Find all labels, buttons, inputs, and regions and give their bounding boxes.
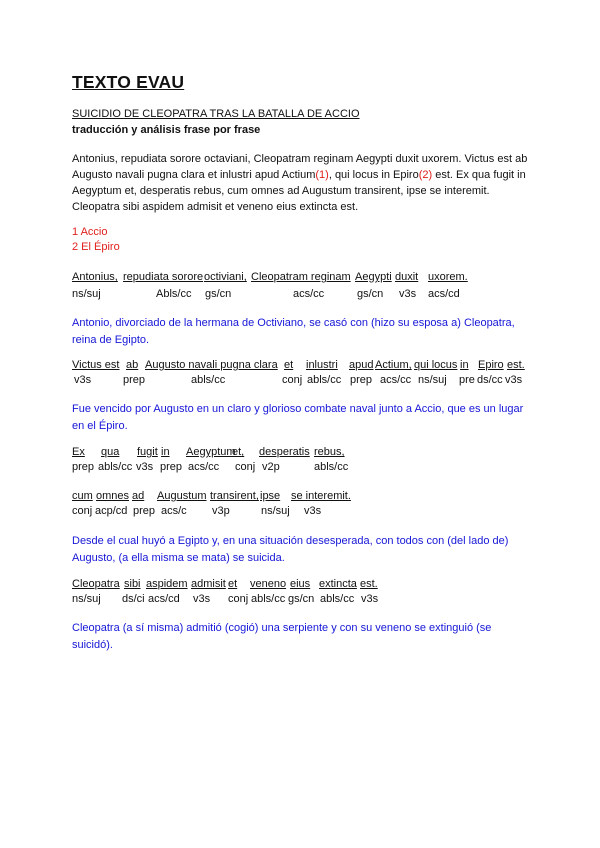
latin-word: Aegypti <box>355 271 392 283</box>
grammar-tag: conj <box>235 461 256 473</box>
latin-word: admisit <box>191 578 226 590</box>
latin-word: Victus est <box>72 359 120 371</box>
latin-word: desperatis <box>259 446 310 458</box>
footnote: 1 Accio <box>72 226 108 238</box>
grammar-tag: conj <box>282 374 303 386</box>
grammar-tag: ns/suj <box>418 374 447 386</box>
grammar-tag: v3s <box>399 288 417 300</box>
grammar-tag: acs/c <box>161 505 187 517</box>
latin-word: sibi <box>124 578 141 590</box>
latin-word: repudiata sorore <box>123 271 204 283</box>
footnote: 2 El Épiro <box>72 241 120 253</box>
grammar-tag: ds/ci <box>122 593 145 605</box>
latin-word: Augusto navali pugna clara <box>145 359 278 371</box>
grammar-tag: acs/cd <box>148 593 180 605</box>
latin-word: fugit <box>137 446 158 458</box>
grammar-tag: ds/cc <box>477 374 503 386</box>
grammar-tag: ns/suj <box>72 288 101 300</box>
latin-text-paragraph <box>72 151 532 215</box>
translation: Desde el cual huyó a Egipto y, en una situación desesperada, con todos con (del lado de) Augusto, (a ella misma se mata) se suicida. <box>72 535 509 564</box>
latin-word: se interemit. <box>291 490 351 502</box>
latin-word: Cleopatra <box>72 578 120 590</box>
footnote-ref: (1) <box>315 169 329 181</box>
grammar-tag: abls/cc <box>314 461 349 473</box>
grammar-tag: prep <box>350 374 373 386</box>
translation: Antonio, divorciado de la hermana de Octiviano, se casó con (hizo su esposa a) Cleopatra, reina de Egipto. <box>72 317 515 346</box>
grammar-tag: conj <box>72 505 93 517</box>
latin-word: ad <box>132 490 145 502</box>
latin-word: in <box>460 359 469 371</box>
grammar-tag: prep <box>72 461 95 473</box>
grammar-tag: pre <box>459 374 475 386</box>
latin-word: Actium, <box>375 359 412 371</box>
latin-word: eius <box>290 578 311 590</box>
latin-word: transirent, <box>210 490 259 502</box>
latin-word: Aegyptum <box>186 446 236 458</box>
latin-word: et, <box>232 446 245 458</box>
document-subheading: traducción y análisis frase por frase <box>72 124 261 136</box>
latin-word: cum <box>72 490 93 502</box>
footnote-ref: (2) <box>418 169 433 181</box>
grammar-tag: abls/cc <box>251 593 286 605</box>
grammar-tag: abls/cc <box>191 374 226 386</box>
translation: Cleopatra (a sí misma) admitió (cogió) una serpiente y con su veneno se extinguió (se suicidó). <box>72 622 492 651</box>
grammar-tag: v2p <box>262 461 280 473</box>
latin-word: omnes <box>96 490 130 502</box>
grammar-tag: v3p <box>212 505 230 517</box>
latin-word: Augustum <box>157 490 207 502</box>
document-title: TEXTO EVAU <box>72 72 185 92</box>
grammar-tag: v3s <box>136 461 154 473</box>
grammar-tag: acs/cc <box>293 288 325 300</box>
latin-word: et <box>284 359 294 371</box>
grammar-tag: v3s <box>505 374 523 386</box>
grammar-tag: gs/cn <box>357 288 384 300</box>
grammar-tag: acp/cd <box>95 505 128 517</box>
grammar-tag: gs/cn <box>288 593 315 605</box>
latin-word: rebus, <box>314 446 345 458</box>
translation: Fue vencido por Augusto en un claro y glorioso combate naval junto a Accio, que es un lugar en el Épiro. <box>72 403 524 432</box>
grammar-tag: Abls/cc <box>156 288 192 300</box>
latin-word: ab <box>126 359 139 371</box>
grammar-tag: acs/cd <box>428 288 460 300</box>
latin-word: aspidem <box>146 578 188 590</box>
latin-word: qui locus <box>414 359 458 371</box>
latin-word: extincta <box>319 578 357 590</box>
grammar-tag: acs/cc <box>380 374 412 386</box>
grammar-tag: v3s <box>361 593 379 605</box>
latin-word: in <box>161 446 170 458</box>
latin-word: inlustri <box>306 359 338 371</box>
latin-word: et <box>228 578 238 590</box>
latin-word: est. <box>507 359 525 371</box>
grammar-tag: abls/cc <box>307 374 342 386</box>
grammar-tag: acs/cc <box>188 461 220 473</box>
grammar-tag: prep <box>123 374 146 386</box>
latin-word: Epiro <box>478 359 504 371</box>
grammar-tag: gs/cn <box>205 288 232 300</box>
latin-word: Ex <box>72 446 85 458</box>
grammar-tag: abls/cc <box>98 461 133 473</box>
latin-text-part: , qui locus in Epiro <box>328 169 419 181</box>
grammar-tag: ns/suj <box>72 593 101 605</box>
grammar-tag: prep <box>133 505 156 517</box>
grammar-tag: v3s <box>304 505 322 517</box>
grammar-tag: v3s <box>74 374 92 386</box>
latin-word: qua <box>101 446 120 458</box>
latin-word: apud <box>349 359 374 371</box>
grammar-tag: abls/cc <box>320 593 355 605</box>
grammar-tag: v3s <box>193 593 211 605</box>
latin-word: duxit <box>395 271 419 283</box>
document-subtitle: SUICIDIO DE CLEOPATRA TRAS LA BATALLA DE ACCIO <box>72 108 360 120</box>
latin-text-part: Antonius, repudiata sorore octaviani, Cleopatram reginam Aegypti duxit uxorem. Victus est ab Augusto navali pugna clara et inlustri apud Actium <box>72 153 528 181</box>
latin-word: Antonius, <box>72 271 118 283</box>
latin-word: ipse <box>260 490 281 502</box>
latin-word: octiviani, <box>204 271 247 283</box>
latin-word: est. <box>360 578 378 590</box>
grammar-tag: conj <box>228 593 249 605</box>
latin-text-part: est. Ex qua fugit in Aegyptum et, desperatis rebus, cum omnes ad Augustum transirent, ipse se interemit. Cleopatra sibi aspidem admisit et veneno eius extincta est. <box>72 169 526 213</box>
grammar-tag: prep <box>160 461 183 473</box>
latin-word: uxorem. <box>428 271 468 283</box>
grammar-tag: ns/suj <box>261 505 290 517</box>
latin-word: veneno <box>250 578 287 590</box>
latin-word: Cleopatram reginam <box>251 271 351 283</box>
